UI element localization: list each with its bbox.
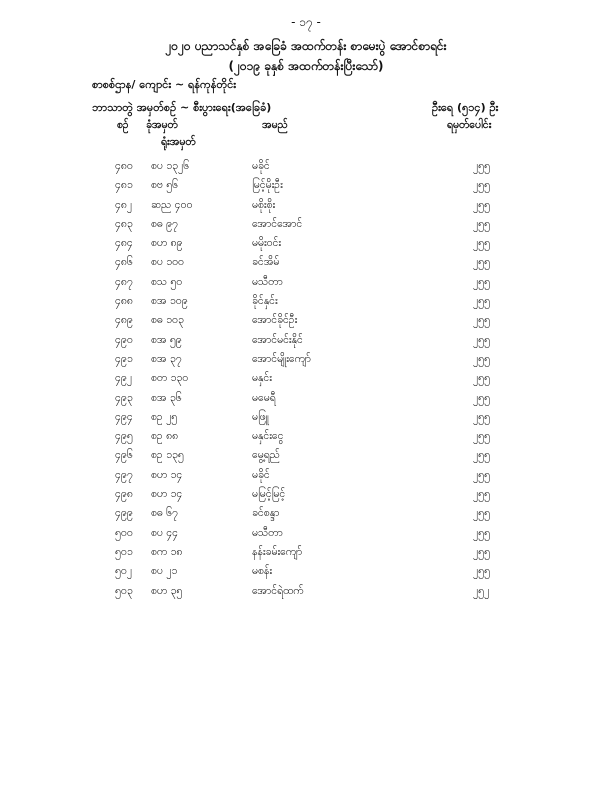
roll-number: စဗ ၅၆ — [151, 179, 179, 192]
row-number: ၅၀၀ — [115, 526, 133, 539]
table-row — [0, 199, 612, 218]
total-marks: ၂၅၅ — [473, 507, 490, 520]
candidate-name: ခင်အိမ် — [252, 256, 280, 269]
total-marks: ၂၅၅ — [473, 198, 490, 211]
candidate-name: မမေရီ — [252, 391, 276, 404]
row-number: ၄၈၀ — [115, 160, 133, 172]
candidate-name: နန်းခမ်းကျော် — [252, 545, 303, 558]
header-roll: ခုံအမှတ် — [146, 119, 178, 131]
total-marks: ၂၅၅ — [473, 256, 490, 269]
candidate-name: မွေ့ရည် — [252, 449, 280, 462]
table-row — [0, 276, 612, 295]
row-number: ၄၉၁ — [115, 352, 133, 365]
roll-number: စပ ၂၁ — [151, 565, 178, 578]
candidate-name: အောင်ရဲထက် — [252, 584, 304, 597]
roll-number: စဥ ၂၅ — [151, 410, 178, 423]
roll-number: စတ ၁၃၀ — [151, 372, 189, 385]
roll-number: ဆည ၄၀၀ — [151, 198, 193, 211]
header-no: စဉ် — [117, 119, 129, 131]
roll-number: စအ ၅၉ — [151, 333, 182, 346]
total-marks: ၂၅၅ — [473, 545, 490, 558]
row-number: ၅၀၃ — [115, 584, 133, 597]
total-marks: ၂၅၅ — [473, 237, 490, 250]
candidate-name: မခိုင် — [252, 468, 270, 481]
total-marks: ၂၅၅ — [473, 314, 490, 327]
roll-number: စဟ ၁၄ — [151, 468, 183, 481]
row-number: ၄၉၀ — [115, 333, 133, 346]
roll-number: စဥ ၈၈ — [151, 430, 179, 443]
table-row — [0, 546, 612, 565]
roll-number: စဓ ၆၇ — [151, 507, 178, 520]
candidate-name: မမြင့်မြင့် — [252, 488, 286, 501]
candidate-name: မနှင်း — [252, 372, 272, 385]
total-marks: ၂၅၅ — [473, 488, 490, 501]
candidate-name: မနှင်းငွေ — [252, 430, 284, 443]
row-number: ၄၉၉ — [115, 507, 133, 520]
total-marks: ၂၅၅ — [473, 275, 490, 288]
roll-number: စအ ၃၆ — [151, 391, 182, 404]
row-number: ၄၈၇ — [115, 275, 133, 288]
roll-number: စဟ ၁၄ — [151, 488, 183, 501]
table-row — [0, 334, 612, 353]
total-marks: ၂၅၅ — [473, 565, 490, 578]
total-marks: ၂၅၅ — [473, 526, 490, 539]
row-number: ၄၈၈ — [115, 295, 133, 308]
table-row — [0, 507, 612, 526]
total-marks: ၂၅၂ — [473, 584, 490, 597]
table-row — [0, 585, 612, 604]
page-number: - ၁၇ - — [291, 15, 321, 29]
table-row — [0, 179, 612, 198]
header-name: အမည် — [262, 119, 288, 131]
roll-number: စဓ ၁၀၃ — [151, 314, 184, 327]
total-marks: ၂၅၅ — [473, 430, 490, 443]
table-row — [0, 565, 612, 584]
row-number: ၄၉၄ — [115, 410, 133, 423]
table-row — [0, 218, 612, 237]
candidate-name: အောင်ခိုင်ဦး — [252, 314, 298, 327]
total-marks: ၂၅၅ — [473, 333, 490, 346]
table-row — [0, 372, 612, 391]
roll-number: စပ ၁၀၀ — [151, 256, 184, 269]
row-number: ၄၈၂ — [115, 198, 133, 211]
total-marks: ၂၅၅ — [473, 160, 490, 172]
table-row — [0, 237, 612, 256]
category-line: ဘာသာတွဲ အမှတ်စဉ် ~ စီးပွားရေး(အခြေခံ) — [92, 101, 272, 114]
row-number: ၄၉၅ — [115, 430, 133, 443]
roll-number: စဓ ၉၇ — [151, 217, 178, 230]
row-number: ၄၈၆ — [115, 256, 133, 269]
roll-number: စအ ၁၀၉ — [151, 295, 188, 308]
candidate-name: အောင်အောင် — [252, 217, 303, 230]
roll-number: စဥ ၁၃၅ — [151, 449, 184, 462]
candidate-name: အောင်မျိုးကျော် — [252, 352, 311, 365]
count-line: ဦးရေ (၅၁၄) ဦး — [432, 101, 499, 114]
total-marks: ၂၅၅ — [473, 352, 490, 365]
total-marks: ၂၅၅ — [473, 449, 490, 462]
roll-number: စပ ၁၃၂၆ — [151, 160, 190, 172]
roll-number: စအ ၃၇ — [151, 352, 182, 365]
total-marks: ၂၅၅ — [473, 295, 490, 308]
candidate-name: မစိုးစိုး — [252, 198, 276, 211]
table-row — [0, 353, 612, 372]
row-number: ၄၈၃ — [115, 217, 133, 230]
total-marks: ၂၅၅ — [473, 391, 490, 404]
candidate-name: မစန်း — [252, 565, 273, 578]
table-row — [0, 488, 612, 507]
table-row — [0, 392, 612, 411]
candidate-name: မမိုးဝင်း — [252, 237, 282, 250]
row-number: ၅၀၂ — [115, 565, 132, 578]
candidate-name: မခိုင် — [252, 160, 270, 172]
row-number: ၄၉၂ — [115, 372, 132, 385]
candidate-name: ခိုင်နှင်း — [252, 295, 278, 308]
candidate-name: မြင့်မိုးဦး — [252, 179, 283, 192]
table-row — [0, 430, 612, 449]
total-marks: ၂၅၅ — [473, 217, 490, 230]
row-number: ၄၉၈ — [115, 488, 133, 501]
total-marks: ၂၅၅ — [473, 468, 490, 481]
roll-number: စက ၁၈ — [151, 545, 183, 558]
table-row — [0, 527, 612, 546]
roll-number: စဟ ၈၉ — [151, 237, 183, 250]
roll-number: စပ ၄၄ — [151, 526, 179, 539]
candidate-name: မသီတာ — [252, 526, 283, 539]
row-number: ၄၈၄ — [115, 237, 133, 250]
table-row — [0, 411, 612, 430]
row-number: ၄၉၃ — [115, 391, 133, 404]
row-number: ၄၉၇ — [115, 468, 133, 481]
table-row — [0, 314, 612, 333]
document-subtitle: (၂၀၁၉ ခုနှစ် အထက်တန်းပြီးသော်) — [228, 59, 384, 73]
table-row — [0, 160, 612, 179]
roll-number: စသ ၅၀ — [151, 275, 183, 288]
total-marks: ၂၅၅ — [473, 372, 490, 385]
row-number: ၄၈၉ — [115, 314, 133, 327]
total-marks: ၂၅၅ — [473, 179, 490, 192]
header-roll-sub: ရုံးအမှတ် — [161, 136, 196, 148]
document-title: ၂၀၂၀ ပညာသင်နှစ် အခြေခံ အထက်တန်း စာမေးပွဲ အောင်စာရင်း — [165, 39, 447, 53]
header-total: ရမှတ်ပေါင်း — [447, 119, 492, 131]
results-table — [0, 160, 612, 604]
candidate-name: အောင်မင်းနိုင် — [252, 333, 303, 346]
row-number: ၄၈၁ — [115, 179, 133, 192]
roll-number: စဟ ၃၅ — [151, 584, 183, 597]
candidate-name: မဖြူ — [252, 410, 269, 423]
table-row — [0, 449, 612, 468]
row-number: ၄၉၆ — [115, 449, 133, 462]
candidate-name: မသီတာ — [252, 275, 283, 288]
table-row — [0, 256, 612, 275]
row-number: ၅၀၁ — [115, 545, 133, 558]
region-line: စာစစ်ဌာန/ ကျောင်း ~ ရန်ကုန်တိုင်း — [92, 78, 237, 91]
candidate-name: ခင်စန္ဒာ — [252, 507, 280, 520]
table-row — [0, 469, 612, 488]
total-marks: ၂၅၅ — [473, 410, 490, 423]
table-row — [0, 295, 612, 314]
